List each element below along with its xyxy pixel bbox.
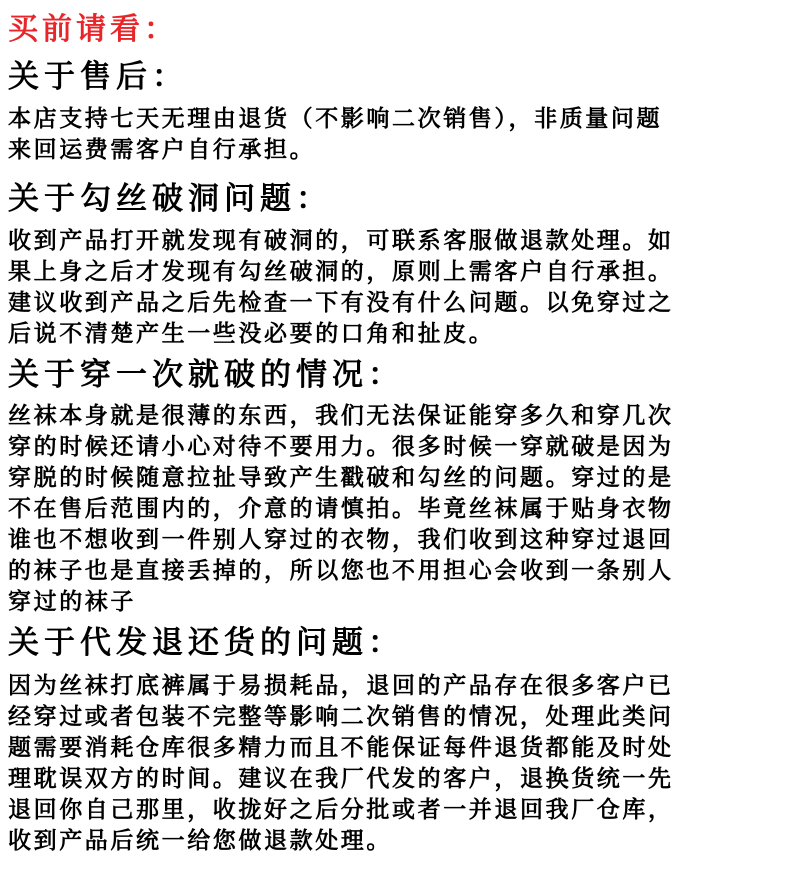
body-line: 丝袜本身就是很薄的东西，我们无法保证能穿多久和穿几次 [8, 403, 674, 429]
body-line: 退回你自己那里，收拢好之后分批或者一并退回我厂仓库， [8, 797, 674, 823]
body-line: 收到产品后统一给您做退款处理。 [8, 828, 392, 854]
body-line: 题需要消耗仓库很多精力而且不能保证每件退货都能及时处 [8, 735, 674, 761]
section-heading-broken-first-wear: 关于穿一次就破的情况： [8, 357, 404, 393]
body-line: 穿过的袜子 [8, 589, 136, 615]
section-heading-after-sales: 关于售后： [8, 59, 188, 95]
section-body-broken-first-wear [8, 401, 794, 618]
body-line: 穿的时候还请小心对待不要用力。很多时候一穿就破是因为 [8, 434, 674, 460]
body-line: 谁也不想收到一件别人穿过的衣物，我们收到这种穿过退回 [8, 527, 674, 553]
body-line: 不在售后范围内的，介意的请慎拍。毕竟丝袜属于贴身衣物 [8, 496, 674, 522]
notice-title: 买前请看： [8, 12, 178, 47]
body-line: 理耽误双方的时间。建议在我厂代发的客户，退换货统一先 [8, 766, 674, 792]
body-line: 后说不清楚产生一些没必要的口角和扯皮。 [8, 321, 495, 347]
body-line: 经穿过或者包装不完整等影响二次销售的情况，处理此类问 [8, 704, 674, 730]
section-body-after-sales [8, 104, 794, 166]
section-heading-snag-holes: 关于勾丝破洞问题： [8, 181, 332, 217]
body-line: 因为丝袜打底裤属于易损耗品，退回的产品存在很多客户已 [8, 673, 674, 699]
section-body-snag-holes [8, 226, 794, 350]
body-line: 果上身之后才发现有勾丝破洞的，原则上需客户自行承担。 [8, 259, 674, 285]
body-line: 收到产品打开就发现有破洞的，可联系客服做退款处理。如 [8, 228, 674, 254]
section-body-dropship-returns [8, 671, 794, 857]
body-line: 建议收到产品之后先检查一下有没有什么问题。以免穿过之 [8, 290, 674, 316]
body-line: 穿脱的时候随意拉扯导致产生戳破和勾丝的问题。穿过的是 [8, 465, 674, 491]
body-line: 本店支持七天无理由退货（不影响二次销售），非质量问题 [8, 106, 663, 132]
section-heading-dropship-returns: 关于代发退还货的问题： [8, 625, 404, 661]
body-line: 的袜子也是直接丢掉的，所以您也不用担心会收到一条别人 [8, 558, 674, 584]
body-line: 来回运费需客户自行承担。 [8, 137, 316, 163]
